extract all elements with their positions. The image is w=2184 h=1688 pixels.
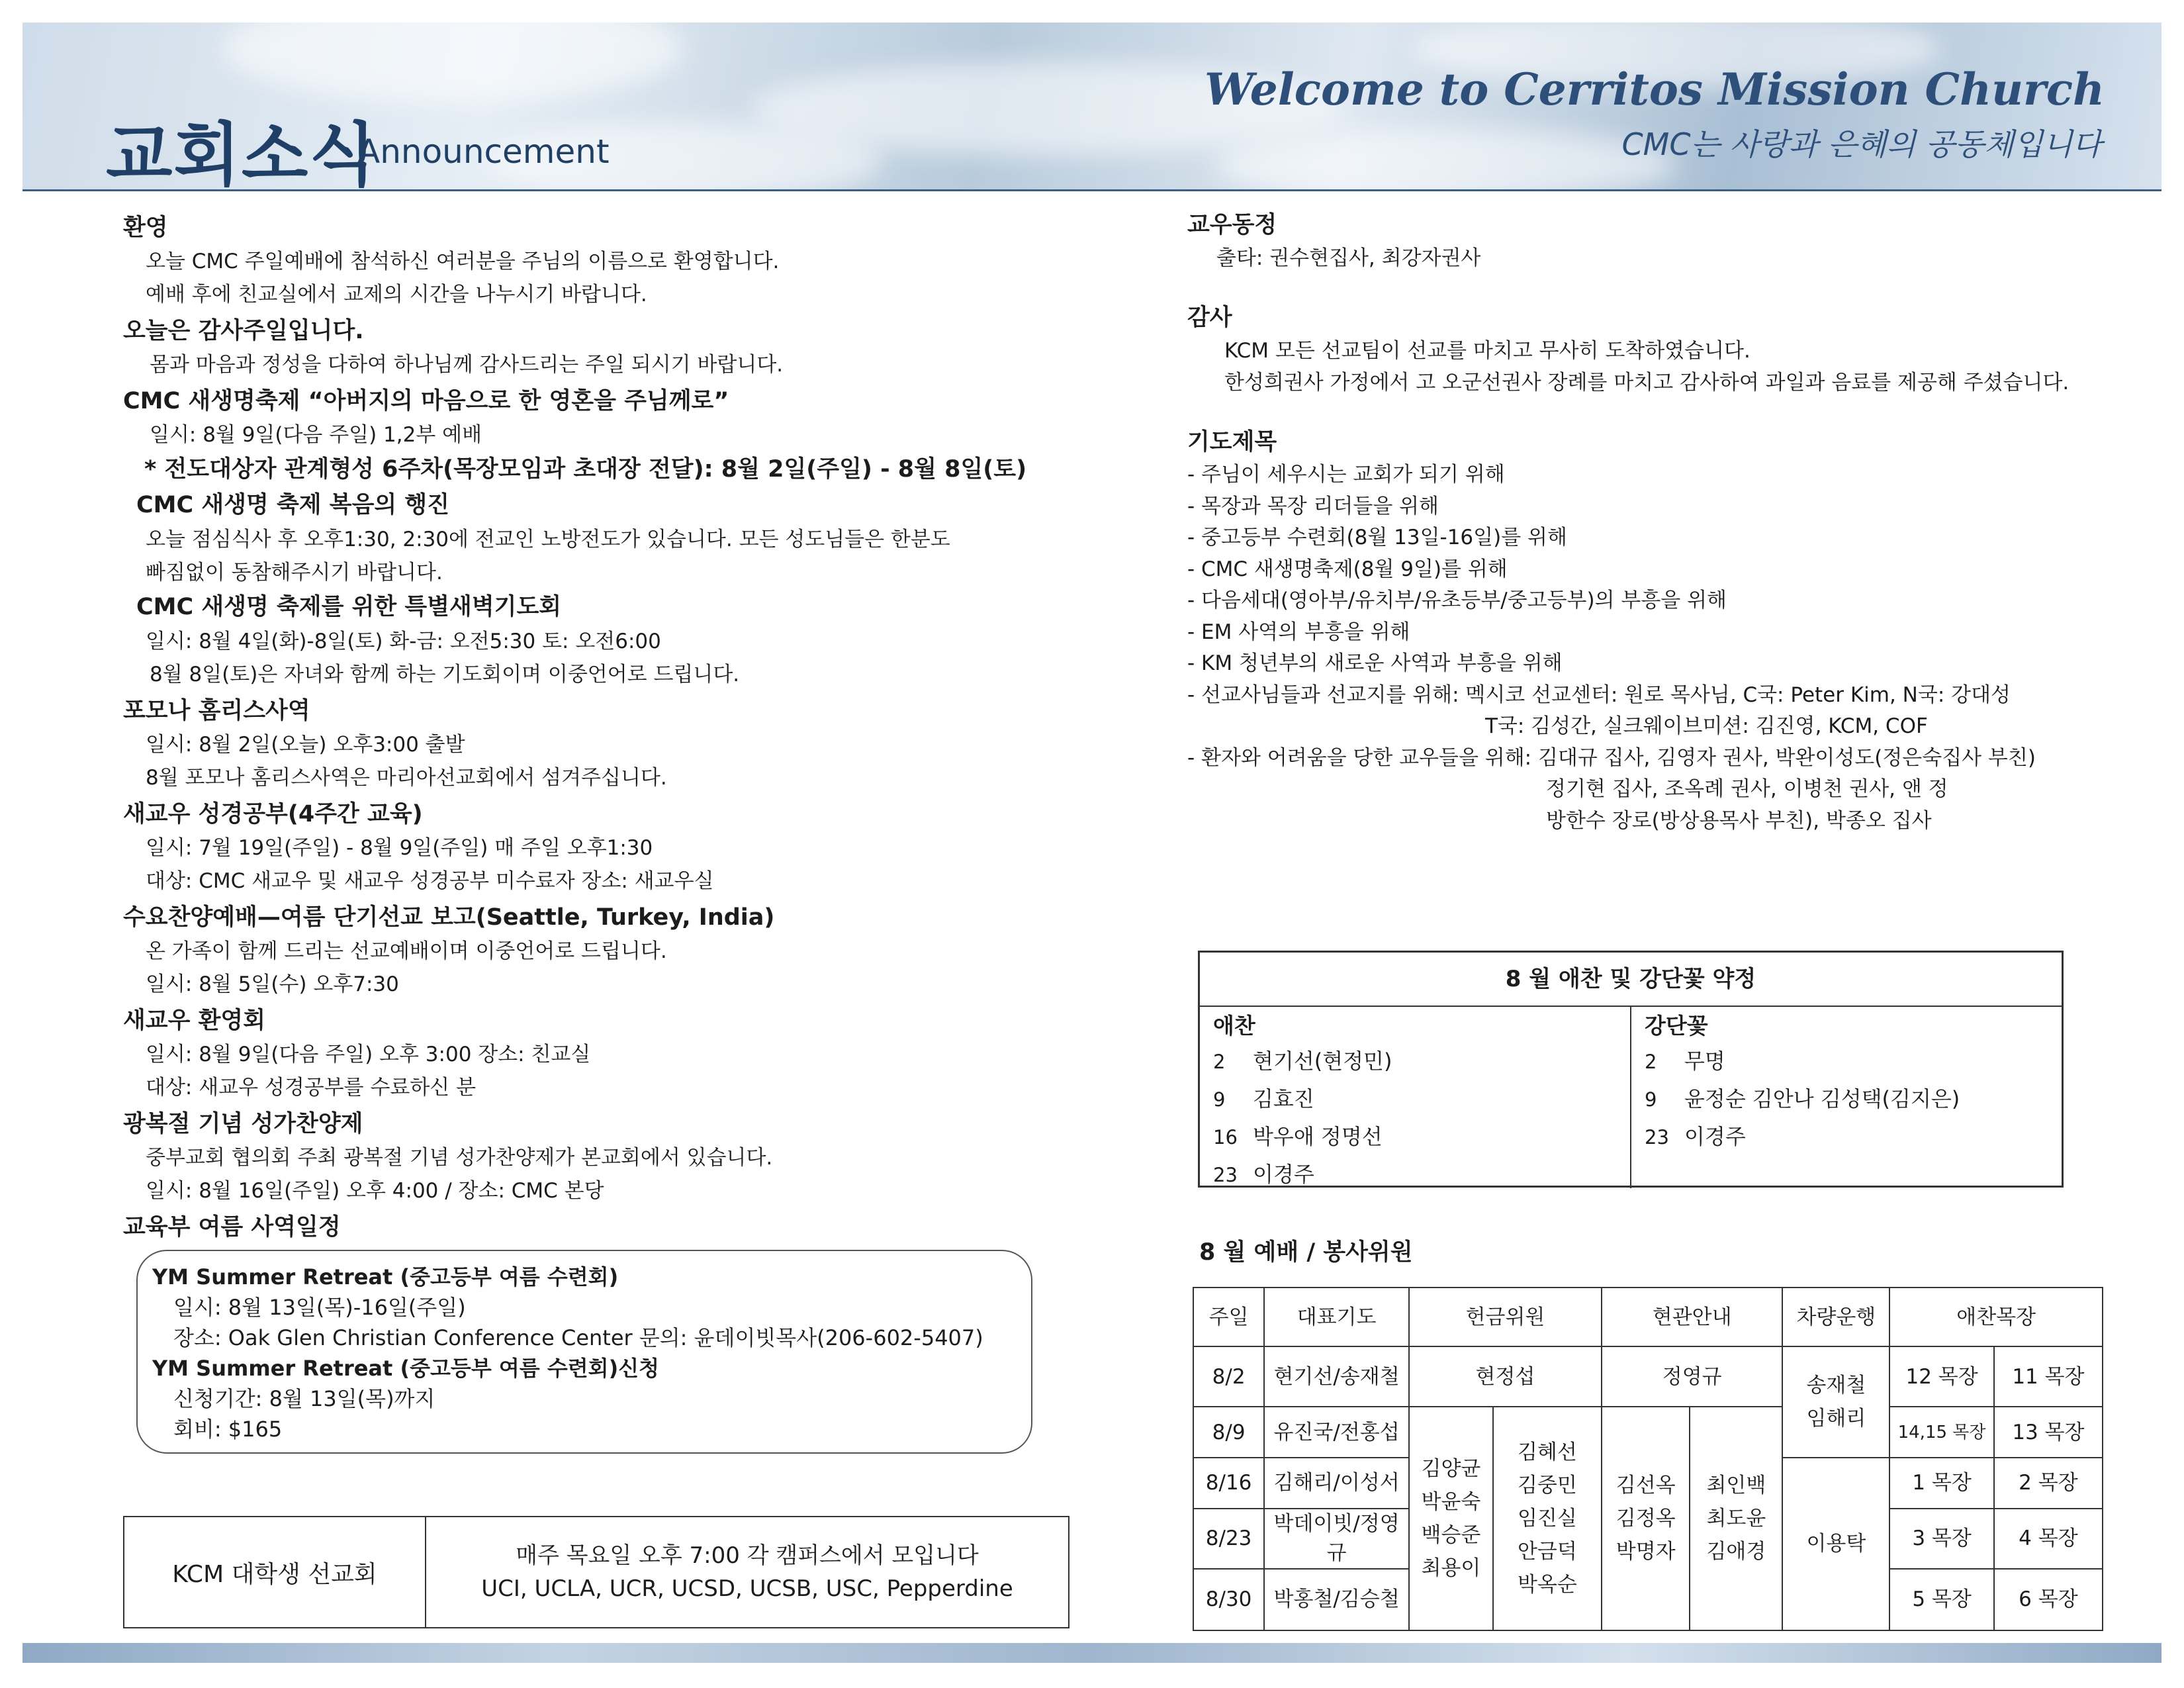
prayer-cell: 박홍철/김승철 <box>1264 1569 1409 1630</box>
news-column <box>1187 208 2127 837</box>
prayer-cell: 현기선/송재철 <box>1264 1346 1409 1407</box>
table-header-row <box>1193 1288 2103 1346</box>
prayer-item: - 다음세대(영아부/유치부/유초등부/중고등부)의 부흥을 위해 <box>1187 588 1727 612</box>
page-title: 교회소식 <box>106 115 377 195</box>
list-item: 16 박우애 정명선 <box>1213 1124 1383 1149</box>
prayer-item: - CMC 새생명축제(8월 9일)를 위해 <box>1187 557 1508 581</box>
driver-cell: 송재철 임해리 <box>1782 1346 1889 1458</box>
section-title: CMC 새생명축제 “아버지의 마음으로 한 영혼을 주님께로” <box>123 388 729 414</box>
column-title: 강단꽃 <box>1645 1013 1708 1039</box>
prayer-item: - EM 사역의 부흥을 위해 <box>1187 620 1410 644</box>
mokjang-cell: 1 목장 <box>1889 1458 1994 1509</box>
prayer-cell: 박데이빗/정영규 <box>1264 1509 1409 1569</box>
text-line: 출타: 권수현집사, 최강자권사 <box>1216 246 1481 270</box>
altar-flower-column <box>1631 1007 2062 1188</box>
retreat-info-box <box>136 1250 1032 1454</box>
text-line: 일시: 8월 16일(주일) 오후 4:00 / 장소: CMC 본당 <box>146 1179 604 1203</box>
column-title: 애찬 <box>1213 1013 1255 1039</box>
section-title: 새교우 성경공부(4주간 교육) <box>123 801 423 827</box>
driver-cell: 이용탁 <box>1782 1458 1889 1630</box>
date-cell: 8/23 <box>1193 1509 1264 1569</box>
section-title: 포모나 홈리스사역 <box>123 698 310 724</box>
announcement-column <box>123 208 1076 1244</box>
mokjang-cell: 4 목장 <box>1994 1509 2103 1569</box>
prayer-cell: 김해리/이성서 <box>1264 1458 1409 1509</box>
text-line: 회비: $165 <box>173 1417 283 1442</box>
column-header: 애찬목장 <box>1889 1288 2103 1346</box>
prayer-item: - 목장과 목장 리더들을 위해 <box>1187 494 1439 518</box>
section-title: 오늘은 감사주일입니다. <box>123 318 364 344</box>
text-line: 일시: 8월 13일(목)-16일(주일) <box>173 1295 466 1320</box>
text-line: 빠짐없이 동참해주시기 바랍니다. <box>146 561 443 585</box>
date-cell: 8/30 <box>1193 1569 1264 1630</box>
text-line: 8월 포모나 홈리스사역은 마리아선교회에서 섬겨주십니다. <box>146 766 667 790</box>
kcm-details <box>426 1517 1068 1627</box>
prayer-cell: 유진국/전홍섭 <box>1264 1407 1409 1458</box>
kcm-box <box>123 1516 1069 1628</box>
table-row <box>1193 1346 2103 1407</box>
fellowship-column <box>1200 1007 1631 1188</box>
section-title: 교육부 여름 사역일정 <box>123 1214 341 1241</box>
retreat-title: YM Summer Retreat (중고등부 여름 수련회)신청 <box>152 1356 660 1381</box>
date-cell: 8/2 <box>1193 1346 1264 1407</box>
prayer-item-continued: 정기현 집사, 조옥례 권사, 이병천 권사, 앤 정 <box>1546 777 1948 801</box>
text-line: 일시: 8월 2일(오늘) 오후3:00 출발 <box>146 733 465 757</box>
service-table-title: 8 월 예배 / 봉사위원 <box>1199 1239 1413 1266</box>
text-line: 대상: CMC 새교우 및 새교우 성경공부 미수료자 장소: 새교우실 <box>146 869 714 893</box>
prayer-item: - KM 청년부의 새로운 사역과 부흥을 위해 <box>1187 651 1563 675</box>
offering-cell: 김양균 박윤숙 백승준 최용이 <box>1409 1407 1493 1630</box>
church-welcome: Welcome to Cerritos Mission Church <box>1204 64 2105 115</box>
retreat-title: YM Summer Retreat (중고등부 여름 수련회) <box>152 1264 619 1289</box>
date-cell: 8/9 <box>1193 1407 1264 1458</box>
text-line: KCM 모든 선교팀이 선교를 마치고 무사히 도착하였습니다. <box>1224 339 1751 363</box>
list-item: 9 윤정순 김안나 김성택(김지은) <box>1645 1086 1960 1111</box>
prayer-item-continued: 방한수 장로(방상용목사 부친), 박종오 집사 <box>1546 808 1932 833</box>
text-line: 몸과 마음과 정성을 다하여 하나님께 감사드리는 주일 되시기 바랍니다. <box>150 353 784 377</box>
usher-cell: 김선옥 김정옥 박명자 <box>1602 1407 1690 1630</box>
section-title: 수요찬양예배—여름 단기선교 보고(Seattle, Turkey, India) <box>123 904 775 931</box>
section-title: 교우동정 <box>1187 212 1277 238</box>
column-header: 차량운행 <box>1782 1288 1889 1346</box>
highlight-line: * 전도대상자 관계형성 6주차(목장모임과 초대장 전달): 8월 2일(주일) - 8월 8일(토) <box>144 456 1027 483</box>
text-line: 오늘 점심식사 후 오후1:30, 2:30에 전교인 노방전도가 있습니다. 모든 성도님들은 한분도 <box>146 528 950 551</box>
text-line: 일시: 8월 9일(다음 주일) 오후 3:00 장소: 친교실 <box>146 1043 591 1066</box>
mokjang-cell: 12 목장 <box>1889 1346 1994 1407</box>
prayer-item: - 환자와 어려움을 당한 교우들을 위해: 김대규 집사, 김영자 권사, 박완이성도(정은숙집사 부친) <box>1187 745 2036 770</box>
flower-table-title: 8 월 애찬 및 강단꽃 약정 <box>1200 953 2062 1007</box>
offering-cell: 김혜선 김중민 임진실 안금덕 박옥순 <box>1493 1407 1602 1630</box>
section-title: 감사 <box>1187 305 1232 331</box>
mokjang-cell: 13 목장 <box>1994 1407 2103 1458</box>
text-line: 신청기간: 8월 13일(목)까지 <box>173 1386 435 1411</box>
prayer-item-continued: T국: 김성간, 실크웨이브미션: 김진영, KCM, COF <box>1485 714 1928 738</box>
text-line: 오늘 CMC 주일예배에 참석하신 여러분을 주님의 이름으로 환영합니다. <box>146 250 780 273</box>
text-line: 8월 8일(토)은 자녀와 함께 하는 기도회이며 이중언어로 드립니다. <box>150 663 740 686</box>
prayer-item: - 선교사님들과 선교지를 위해: 멕시코 선교센터: 원로 목사님, C국: Peter Kim, N국: 강대성 <box>1187 682 2011 707</box>
mokjang-cell: 2 목장 <box>1994 1458 2103 1509</box>
list-item: 23 이경주 <box>1645 1124 1746 1149</box>
text-line: 온 가족이 함께 드리는 선교예배이며 이중언어로 드립니다. <box>146 939 667 963</box>
list-item: 2 현기선(현정민) <box>1213 1049 1392 1074</box>
list-item: 23 이경주 <box>1213 1162 1314 1187</box>
mokjang-cell: 14,15 목장 <box>1889 1407 1994 1458</box>
text-line: 중부교회 협의회 주최 광복절 기념 성가찬양제가 본교회에서 있습니다. <box>146 1146 773 1170</box>
section-title: 새교우 환영회 <box>123 1008 266 1034</box>
text-line: 매주 목요일 오후 7:00 각 캠퍼스에서 모입니다 <box>516 1542 979 1569</box>
text-line: 일시: 8월 4일(화)-8일(토) 화-금: 오전5:30 토: 오전6:00 <box>146 630 661 653</box>
text-line: 대상: 새교우 성경공부를 수료하신 분 <box>146 1076 477 1100</box>
church-motto: CMC는 사랑과 은혜의 공동체입니다 <box>1621 126 2102 162</box>
text-line: 일시: 8월 9일(다음 주일) 1,2부 예배 <box>150 423 482 447</box>
text-line: 일시: 7월 19일(주일) - 8월 9일(주일) 매 주일 오후1:30 <box>146 836 653 860</box>
section-title: CMC 새생명 축제를 위한 특별새벽기도회 <box>136 594 562 620</box>
page-subtitle: Announcement <box>357 132 610 171</box>
text-line: UCI, UCLA, UCR, UCSD, UCSB, USC, Pepperdine <box>481 1575 1013 1602</box>
mokjang-cell: 11 목장 <box>1994 1346 2103 1407</box>
text-line: 예배 후에 친교실에서 교제의 시간을 나누시기 바랍니다. <box>146 283 647 306</box>
text-line: 장소: Oak Glen Christian Conference Center 문의: 윤데이빗목사(206-602-5407) <box>173 1325 983 1350</box>
column-header: 주일 <box>1193 1288 1264 1346</box>
date-cell: 8/16 <box>1193 1458 1264 1509</box>
footer-bar <box>23 1643 2161 1663</box>
column-header: 대표기도 <box>1264 1288 1409 1346</box>
section-title: 기도제목 <box>1187 429 1277 455</box>
text-line: 한성희권사 가정에서 고 오군선권사 장례를 마치고 감사하여 과일과 음료를 제공해 주셨습니다. <box>1224 371 2070 395</box>
column-header: 현관안내 <box>1602 1288 1782 1346</box>
list-item: 9 김효진 <box>1213 1086 1314 1111</box>
mokjang-cell: 5 목장 <box>1889 1569 1994 1630</box>
mokjang-cell: 3 목장 <box>1889 1509 1994 1569</box>
mokjang-cell: 6 목장 <box>1994 1569 2103 1630</box>
usher-cell: 최인백 최도윤 김애경 <box>1690 1407 1782 1630</box>
section-title: 환영 <box>123 214 168 241</box>
list-item: 2 무명 <box>1645 1049 1725 1074</box>
service-table <box>1193 1287 2103 1631</box>
text-line: 일시: 8월 5일(수) 오후7:30 <box>146 972 399 996</box>
prayer-item: - 중고등부 수련회(8월 13일-16일)를 위해 <box>1187 526 1567 549</box>
usher-cell: 정영규 <box>1602 1346 1782 1407</box>
section-title: 광복절 기념 성가찬양제 <box>123 1111 363 1137</box>
section-title: CMC 새생명 축제 복음의 행진 <box>136 492 450 518</box>
flower-table <box>1198 951 2064 1188</box>
prayer-item: - 주님이 세우시는 교회가 되기 위해 <box>1187 463 1505 487</box>
offering-cell: 현정섭 <box>1409 1346 1602 1407</box>
column-header: 헌금위원 <box>1409 1288 1602 1346</box>
table-row <box>1193 1407 2103 1458</box>
kcm-name: KCM 대학생 선교회 <box>124 1517 426 1627</box>
